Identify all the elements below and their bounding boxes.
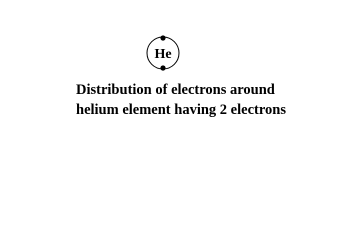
caption-line-1: Distribution of electrons around [76, 82, 275, 98]
element-symbol: He [154, 47, 172, 62]
electron-top [160, 35, 165, 40]
caption-line-2: helium element having 2 electrons [76, 102, 286, 118]
diagram-caption [76, 80, 346, 120]
electron-bottom [160, 65, 165, 70]
